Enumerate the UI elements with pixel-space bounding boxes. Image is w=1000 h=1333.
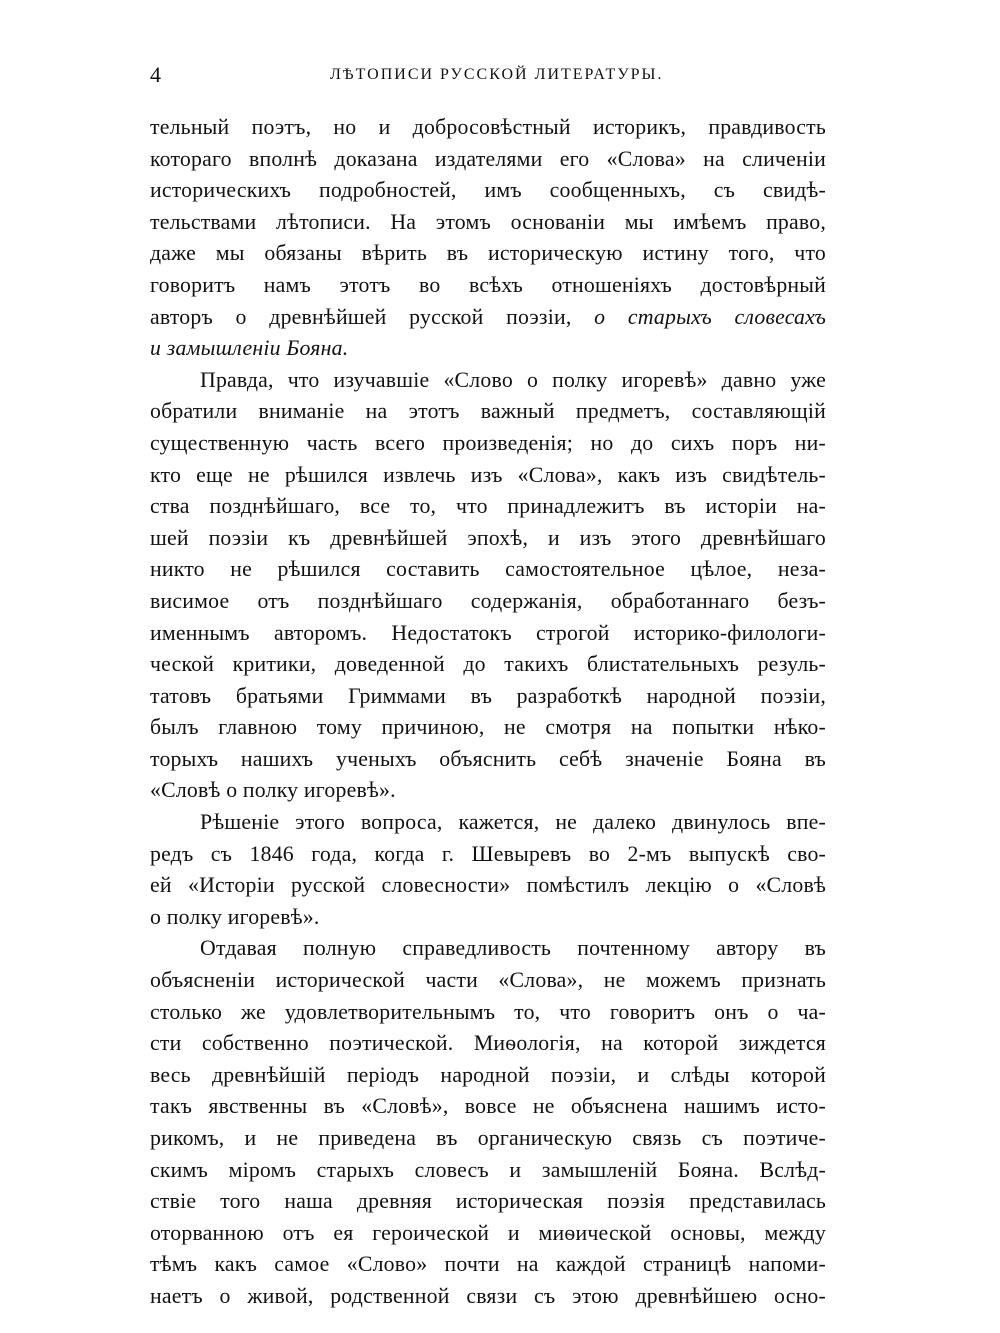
text-line: торыхъ нашихъ ученыхъ объяснить себѣ значеніе Бояна въ bbox=[150, 746, 826, 771]
text-line: наетъ о живой, родственной связи съ этою древнѣйшею осно- bbox=[150, 1283, 826, 1308]
text-line: тельствами лѣтописи. На этомъ основаніи мы имѣемъ право, bbox=[150, 209, 826, 234]
text-line: историческихъ подробностей, имъ сообщенныхъ, съ свидѣ- bbox=[150, 178, 826, 203]
text-line: оторванною отъ ея героической и миѳической основы, между bbox=[150, 1220, 826, 1245]
text-line: «Словѣ о полку игоревѣ». bbox=[150, 778, 396, 803]
text-line: существенную часть всего произведенія; но до сихъ поръ ни- bbox=[150, 430, 826, 455]
text-line: редъ съ 1846 года, когда г. Шевыревъ во 2-мъ выпускѣ сво- bbox=[150, 841, 826, 866]
text-line: ства позднѣйшаго, все то, что принадлежитъ въ исторіи на- bbox=[150, 494, 826, 519]
italic-fragment: о старыхъ словесахъ bbox=[594, 304, 827, 329]
text-line: тельный поэтъ, но и добросовѣстный историкъ, правдивость bbox=[150, 115, 826, 139]
text-line: никто не рѣшился составить самостоятельное цѣлое, неза- bbox=[150, 557, 826, 582]
text-line: столько же удовлетворительнымъ то, что говоритъ онъ о ча- bbox=[150, 999, 826, 1024]
text-line: былъ главною тому причиною, не смотря на попытки нѣко- bbox=[150, 715, 826, 740]
text-line: даже мы обязаны вѣрить въ историческую истину того, что bbox=[150, 241, 826, 266]
text-line: говоритъ намъ этотъ во всѣхъ отношеніяхъ достовѣрный bbox=[150, 272, 826, 297]
paragraph-start: Рѣшеніе этого вопроса, кажется, не далеко двинулось впе- bbox=[200, 810, 826, 835]
text-line: сти собственно поэтической. Миѳологія, на которой зиждется bbox=[150, 1031, 826, 1056]
text-line-italic bbox=[150, 333, 826, 365]
text-fragment: авторъ о древнѣйшей русской поэзіи, bbox=[150, 304, 595, 329]
text-line: ческой критики, доведенной до такихъ блистательныхъ резуль- bbox=[150, 652, 826, 677]
text-line: рикомъ, и не приведена въ органическую связь съ поэтиче- bbox=[150, 1126, 826, 1150]
text-line: обратили вниманіе на этотъ важный предметъ, составляющій bbox=[150, 399, 826, 424]
text-line: висимое отъ позднѣйшаго содержанія, обработаннаго безъ- bbox=[150, 588, 826, 613]
text-line: котораго вполнѣ доказана издателями его «Слова» на сличеніи bbox=[150, 146, 826, 171]
text-line: тѣмъ какъ самое «Слово» почти на каждой страницѣ напоми- bbox=[150, 1252, 826, 1277]
text-line: ствіе того наша древняя историческая поэзія представилась bbox=[150, 1189, 826, 1214]
body-text bbox=[150, 112, 826, 1313]
page-number: 4 bbox=[150, 62, 161, 87]
text-line: скимъ міромъ старыхъ словесъ и замышленій Бояна. Вслѣд- bbox=[150, 1157, 826, 1182]
text-line: объясненіи исторической части «Слова», не можемъ признать bbox=[150, 968, 826, 993]
paragraph-start: Отдавая полную справедливость почтенному автору въ bbox=[200, 936, 826, 961]
text-line: ей «Исторіи русской словесности» помѣстилъ лекцію о «Словѣ bbox=[150, 873, 826, 898]
text-line: весь древнѣйшій періодъ народной поэзіи, и слѣды которой bbox=[150, 1062, 826, 1087]
paragraph-start: Правда, что изучавшіе «Слово о полку игоревѣ» давно уже bbox=[200, 367, 826, 392]
text-line: именнымъ авторомъ. Недостатокъ строгой историко-филологи- bbox=[150, 620, 826, 645]
text-line: шей поэзіи къ древнѣйшей эпохѣ, и изъ этого древнѣйшаго bbox=[150, 525, 826, 550]
text-line: татовъ братьями Гриммами въ разработкѣ народной поэзіи, bbox=[150, 683, 826, 708]
text-line: такъ явственны въ «Словѣ», вовсе не объяснена нашимъ исто- bbox=[150, 1094, 826, 1119]
italic-fragment: и замышленіи Бояна. bbox=[150, 336, 349, 361]
page-header bbox=[150, 62, 826, 92]
running-head: ЛѢТОПИСИ РУССКОЙ ЛИТЕРАТУРЫ. bbox=[330, 66, 664, 83]
text-line-with-italic bbox=[150, 302, 826, 334]
text-line: о полку игоревѣ». bbox=[150, 904, 320, 929]
text-line: кто еще не рѣшился извлечь изъ «Слова», какъ изъ свидѣтель- bbox=[150, 462, 826, 487]
